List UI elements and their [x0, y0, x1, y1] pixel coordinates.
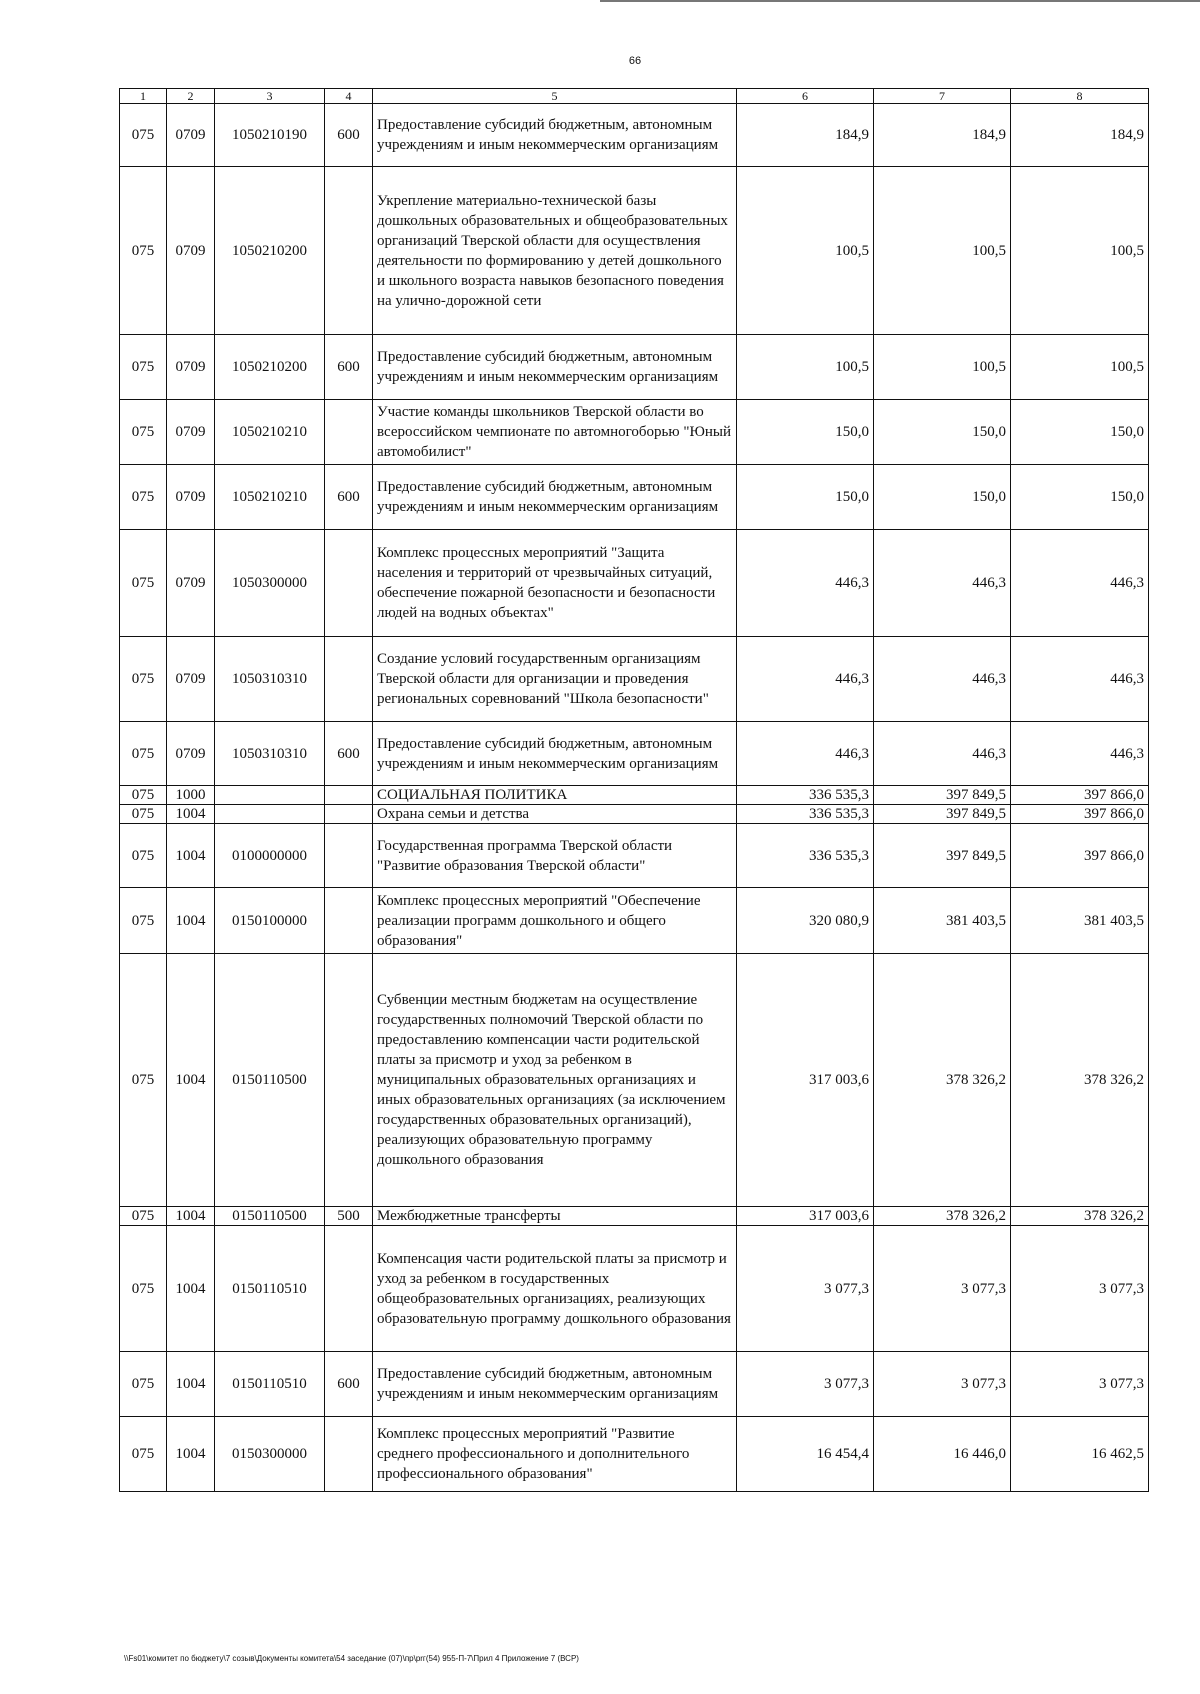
target-article-code: 0150100000: [215, 888, 325, 954]
section-code: 0709: [167, 465, 215, 530]
target-article-code: 0150110500: [215, 1207, 325, 1226]
amount-year-3: 100,5: [1011, 167, 1149, 335]
amount-year-3: 446,3: [1011, 530, 1149, 637]
column-number-row: [120, 89, 1149, 104]
row-description: Комплекс процессных мероприятий "Развитие среднего профессионального и дополнительного профессионального образования": [373, 1417, 737, 1492]
row-description: Создание условий государственным организациям Тверской области для организации и проведения региональных соревнований "Школа безопасности": [373, 637, 737, 722]
row-description: Предоставление субсидий бюджетным, автономным учреждениям и иным некоммерческим организациям: [373, 104, 737, 167]
ministry-code: 075: [120, 335, 167, 400]
expense-type-code: [325, 1226, 373, 1352]
ministry-code: 075: [120, 1417, 167, 1492]
amount-year-1: 150,0: [737, 465, 874, 530]
column-header: 5: [373, 89, 737, 104]
expense-type-code: 600: [325, 722, 373, 786]
row-description: Предоставление субсидий бюджетным, автономным учреждениям и иным некоммерческим организациям: [373, 1352, 737, 1417]
table-row: [120, 465, 1149, 530]
target-article-code: 1050310310: [215, 637, 325, 722]
target-article-code: 0150110500: [215, 954, 325, 1207]
row-description: Комплекс процессных мероприятий "Обеспечение реализации программ дошкольного и общего образования": [373, 888, 737, 954]
table-row: [120, 400, 1149, 465]
amount-year-2: 150,0: [874, 465, 1011, 530]
row-description: Субвенции местным бюджетам на осуществление государственных полномочий Тверской области по предоставлению компенсации части родительской платы за присмотр и уход за ребенком в муниципальных образовательных организациях и иных образовательных организациях (за исключением государственных образовательных организаций), реализующих образовательную программу дошкольного образования: [373, 954, 737, 1207]
amount-year-3: 397 866,0: [1011, 824, 1149, 888]
budget-table: [119, 88, 1149, 1492]
amount-year-3: 397 866,0: [1011, 786, 1149, 805]
section-code: 1004: [167, 805, 215, 824]
amount-year-3: 446,3: [1011, 637, 1149, 722]
section-code: 1004: [167, 888, 215, 954]
target-article-code: 1050300000: [215, 530, 325, 637]
ministry-code: 075: [120, 722, 167, 786]
column-header: 3: [215, 89, 325, 104]
table-row: [120, 104, 1149, 167]
amount-year-3: 397 866,0: [1011, 805, 1149, 824]
ministry-code: 075: [120, 1352, 167, 1417]
amount-year-2: 3 077,3: [874, 1352, 1011, 1417]
section-code: 1004: [167, 824, 215, 888]
table-row: [120, 1207, 1149, 1226]
amount-year-3: 3 077,3: [1011, 1226, 1149, 1352]
expense-type-code: 600: [325, 465, 373, 530]
amount-year-1: 446,3: [737, 637, 874, 722]
table-row: [120, 805, 1149, 824]
section-code: 1000: [167, 786, 215, 805]
section-code: 0709: [167, 722, 215, 786]
amount-year-1: 100,5: [737, 335, 874, 400]
table-row: [120, 335, 1149, 400]
amount-year-2: 446,3: [874, 722, 1011, 786]
target-article-code: 1050310310: [215, 722, 325, 786]
target-article-code: [215, 786, 325, 805]
section-code: 1004: [167, 1417, 215, 1492]
amount-year-1: 3 077,3: [737, 1226, 874, 1352]
amount-year-1: 100,5: [737, 167, 874, 335]
row-description: Государственная программа Тверской области "Развитие образования Тверской области": [373, 824, 737, 888]
amount-year-3: 381 403,5: [1011, 888, 1149, 954]
expense-type-code: [325, 530, 373, 637]
table-row: [120, 530, 1149, 637]
target-article-code: 0150300000: [215, 1417, 325, 1492]
table-row: [120, 888, 1149, 954]
expense-type-code: [325, 400, 373, 465]
amount-year-1: 317 003,6: [737, 954, 874, 1207]
amount-year-1: 336 535,3: [737, 805, 874, 824]
row-description: Предоставление субсидий бюджетным, автономным учреждениям и иным некоммерческим организациям: [373, 722, 737, 786]
table-row: [120, 637, 1149, 722]
expense-type-code: 600: [325, 335, 373, 400]
amount-year-2: 150,0: [874, 400, 1011, 465]
table-row: [120, 954, 1149, 1207]
amount-year-2: 16 446,0: [874, 1417, 1011, 1492]
amount-year-3: 100,5: [1011, 335, 1149, 400]
ministry-code: 075: [120, 465, 167, 530]
row-description: Предоставление субсидий бюджетным, автономным учреждениям и иным некоммерческим организациям: [373, 465, 737, 530]
amount-year-1: 150,0: [737, 400, 874, 465]
column-header: 8: [1011, 89, 1149, 104]
amount-year-1: 446,3: [737, 722, 874, 786]
amount-year-3: 150,0: [1011, 400, 1149, 465]
ministry-code: 075: [120, 824, 167, 888]
amount-year-3: 378 326,2: [1011, 1207, 1149, 1226]
amount-year-2: 100,5: [874, 167, 1011, 335]
target-article-code: [215, 805, 325, 824]
section-code: 1004: [167, 1226, 215, 1352]
amount-year-2: 184,9: [874, 104, 1011, 167]
ministry-code: 075: [120, 400, 167, 465]
row-description: СОЦИАЛЬНАЯ ПОЛИТИКА: [373, 786, 737, 805]
amount-year-2: 446,3: [874, 530, 1011, 637]
section-code: 0709: [167, 530, 215, 637]
amount-year-1: 336 535,3: [737, 824, 874, 888]
amount-year-3: 378 326,2: [1011, 954, 1149, 1207]
row-description: Охрана семьи и детства: [373, 805, 737, 824]
section-code: 1004: [167, 1207, 215, 1226]
amount-year-3: 16 462,5: [1011, 1417, 1149, 1492]
expense-type-code: [325, 167, 373, 335]
ministry-code: 075: [120, 1226, 167, 1352]
footer-file-path: \\Fs01\комитет по бюджету\7 созыв\Документы комитета\54 заседание (07)\пр\prг(54) 955-П-7\Прил 4 Приложение 7 (ВСР): [124, 1654, 579, 1663]
ministry-code: 075: [120, 1207, 167, 1226]
amount-year-2: 381 403,5: [874, 888, 1011, 954]
target-article-code: 0150110510: [215, 1226, 325, 1352]
amount-year-2: 397 849,5: [874, 786, 1011, 805]
row-description: Участие команды школьников Тверской области во всероссийском чемпионате по автомногоборью "Юный автомобилист": [373, 400, 737, 465]
expense-type-code: [325, 805, 373, 824]
expense-type-code: 600: [325, 1352, 373, 1417]
expense-type-code: 500: [325, 1207, 373, 1226]
section-code: 0709: [167, 335, 215, 400]
amount-year-1: 184,9: [737, 104, 874, 167]
section-code: 1004: [167, 954, 215, 1207]
amount-year-2: 3 077,3: [874, 1226, 1011, 1352]
ministry-code: 075: [120, 530, 167, 637]
page-number: 66: [628, 55, 642, 67]
row-description: Межбюджетные трансферты: [373, 1207, 737, 1226]
target-article-code: 1050210190: [215, 104, 325, 167]
amount-year-1: 317 003,6: [737, 1207, 874, 1226]
expense-type-code: [325, 954, 373, 1207]
ministry-code: 075: [120, 637, 167, 722]
amount-year-2: 378 326,2: [874, 1207, 1011, 1226]
row-description: Компенсация части родительской платы за присмотр и уход за ребенком в государственных общеобразовательных организациях, реализующих образовательную программу дошкольного образования: [373, 1226, 737, 1352]
amount-year-1: 446,3: [737, 530, 874, 637]
table-row: [120, 824, 1149, 888]
column-header: 7: [874, 89, 1011, 104]
amount-year-3: 446,3: [1011, 722, 1149, 786]
amount-year-2: 446,3: [874, 637, 1011, 722]
ministry-code: 075: [120, 888, 167, 954]
expense-type-code: [325, 824, 373, 888]
expense-type-code: [325, 1417, 373, 1492]
amount-year-2: 397 849,5: [874, 824, 1011, 888]
section-code: 0709: [167, 167, 215, 335]
target-article-code: 1050210200: [215, 335, 325, 400]
target-article-code: 0100000000: [215, 824, 325, 888]
expense-type-code: 600: [325, 104, 373, 167]
section-code: 0709: [167, 104, 215, 167]
column-header: 1: [120, 89, 167, 104]
table-row: [120, 1417, 1149, 1492]
amount-year-1: 3 077,3: [737, 1352, 874, 1417]
table-row: [120, 1352, 1149, 1417]
column-header: 2: [167, 89, 215, 104]
amount-year-3: 3 077,3: [1011, 1352, 1149, 1417]
amount-year-1: 16 454,4: [737, 1417, 874, 1492]
ministry-code: 075: [120, 805, 167, 824]
target-article-code: 1050210210: [215, 400, 325, 465]
ministry-code: 075: [120, 786, 167, 805]
expense-type-code: [325, 786, 373, 805]
section-code: 0709: [167, 637, 215, 722]
table-row: [120, 722, 1149, 786]
expense-type-code: [325, 888, 373, 954]
ministry-code: 075: [120, 954, 167, 1207]
table-row: [120, 167, 1149, 335]
section-code: 1004: [167, 1352, 215, 1417]
target-article-code: 0150110510: [215, 1352, 325, 1417]
column-header: 6: [737, 89, 874, 104]
table-row: [120, 1226, 1149, 1352]
scan-edge-line: [600, 0, 1200, 2]
amount-year-2: 378 326,2: [874, 954, 1011, 1207]
column-header: 4: [325, 89, 373, 104]
amount-year-1: 320 080,9: [737, 888, 874, 954]
row-description: Укрепление материально-технической базы дошкольных образовательных и общеобразовательных организаций Тверской области для осуществления деятельности по формированию у детей дошкольного и школьного возраста навыков безопасного поведения на улично-дорожной сети: [373, 167, 737, 335]
amount-year-3: 150,0: [1011, 465, 1149, 530]
amount-year-1: 336 535,3: [737, 786, 874, 805]
row-description: Предоставление субсидий бюджетным, автономным учреждениям и иным некоммерческим организациям: [373, 335, 737, 400]
amount-year-2: 100,5: [874, 335, 1011, 400]
amount-year-3: 184,9: [1011, 104, 1149, 167]
expense-type-code: [325, 637, 373, 722]
ministry-code: 075: [120, 167, 167, 335]
table-row: [120, 786, 1149, 805]
amount-year-2: 397 849,5: [874, 805, 1011, 824]
target-article-code: 1050210210: [215, 465, 325, 530]
target-article-code: 1050210200: [215, 167, 325, 335]
row-description: Комплекс процессных мероприятий "Защита населения и территорий от чрезвычайных ситуаций, обеспечение пожарной безопасности и безопасности людей на водных объектах": [373, 530, 737, 637]
section-code: 0709: [167, 400, 215, 465]
ministry-code: 075: [120, 104, 167, 167]
